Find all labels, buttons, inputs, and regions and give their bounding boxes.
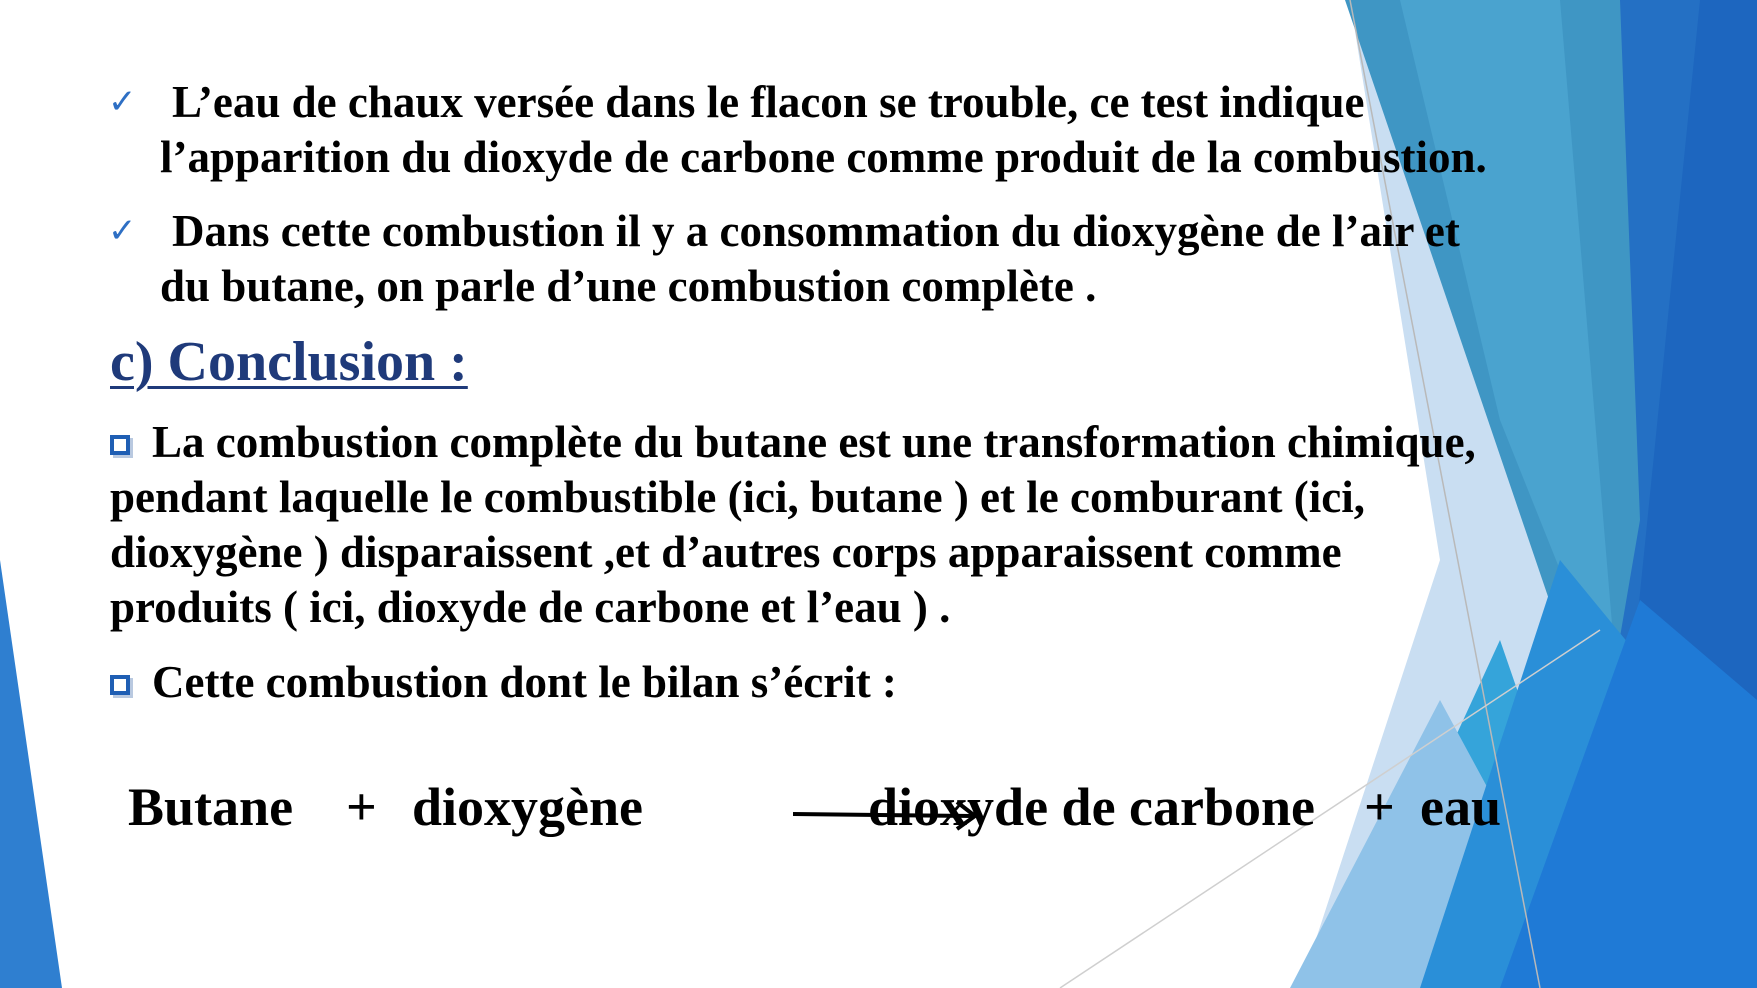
- check-item-line: l’apparition du dioxyde de carbone comme produit de la combustion.: [160, 132, 1487, 182]
- paragraph-line: dioxygène ) disparaissent ,et d’autres corps apparaissent comme: [110, 527, 1342, 577]
- equation-reactant-dioxygen: dioxygène: [412, 777, 644, 837]
- equation-plus-sign: +: [346, 777, 377, 837]
- section-heading: c) Conclusion :: [110, 331, 468, 393]
- square-bullet-item: [110, 415, 1690, 635]
- equation-reactant-butane: Butane: [128, 777, 294, 837]
- check-item-line: Dans cette combustion il y a consommation du dioxygène de l’air et: [172, 206, 1460, 256]
- checkmark-icon: ✓: [108, 82, 137, 122]
- paragraph-line: Cette combustion dont le bilan s’écrit :: [152, 657, 897, 707]
- check-item: [108, 204, 1688, 314]
- check-item-line: L’eau de chaux versée dans le flacon se trouble, ce test indique: [172, 77, 1365, 127]
- square-bullet-item: [110, 655, 1690, 710]
- square-bullet-icon: [110, 675, 130, 695]
- reaction-equation: [128, 772, 1628, 842]
- paragraph-line: produits ( ici, dioxyde de carbone et l’eau ) .: [110, 582, 951, 632]
- check-item-text: [108, 75, 1688, 185]
- paragraph-line: pendant laquelle le combustible (ici, butane ) et le comburant (ici,: [110, 472, 1365, 522]
- check-item-text: [108, 204, 1688, 314]
- check-item-line: du butane, on parle d’une combustion complète .: [160, 261, 1097, 311]
- check-item: [108, 75, 1688, 185]
- equation-product-water: eau: [1420, 777, 1501, 837]
- equation-product-carbon-dioxide: dioxyde de carbone: [868, 777, 1316, 837]
- paragraph-line: La combustion complète du butane est une transformation chimique,: [152, 417, 1476, 467]
- square-bullet-icon: [110, 435, 130, 455]
- checkmark-icon: ✓: [108, 211, 137, 251]
- equation-plus-sign: +: [1364, 777, 1395, 837]
